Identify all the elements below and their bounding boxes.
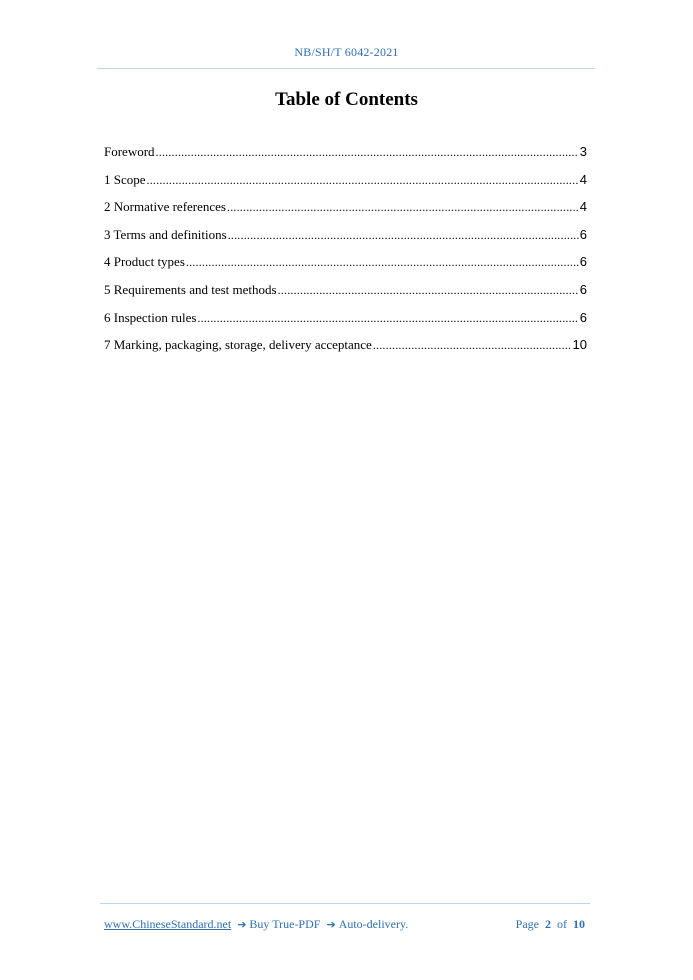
toc-leader-dots [278,280,579,300]
toc-entry-normative-references[interactable] [104,197,587,225]
toc-entry-page: 6 [579,226,587,242]
page-word: Page [515,917,539,931]
toc-entry-page: 4 [579,199,587,215]
header-divider [97,68,595,69]
toc-entry-label: 6 Inspection rules [104,309,197,325]
toc-entry-marking-packaging[interactable] [104,335,587,363]
document-code-header: NB/SH/T 6042-2021 [294,45,399,59]
toc-entry-page: 6 [579,281,587,297]
website-link[interactable]: www.ChineseStandard.net [104,917,232,931]
toc-entry-label: 5 Requirements and test methods [104,281,277,297]
toc-leader-dots [228,225,579,245]
toc-entry-label: Foreword [104,144,155,159]
toc-entry-label: 7 Marking, packaging, storage, delivery acceptance [104,337,372,353]
toc-entry-foreword[interactable] [104,142,587,170]
total-pages-number: 10 [573,917,585,931]
toc-entry-label: 1 Scope [104,171,146,187]
toc-entry-inspection-rules[interactable] [104,308,587,336]
toc-entry-label: 2 Normative references [104,199,226,215]
toc-entry-terms-and-definitions[interactable] [104,225,587,253]
toc-entry-requirements-and-test-methods[interactable] [104,280,587,308]
page-title: Table of Contents [275,89,418,110]
toc-entry-page: 6 [579,309,587,325]
footer-promo [104,917,408,932]
toc-leader-dots [156,142,579,162]
of-word: of [557,917,567,931]
page-footer [104,917,585,932]
toc-leader-dots [197,308,578,328]
toc-entry-product-types[interactable] [104,252,587,280]
table-of-contents [104,142,587,363]
toc-entry-page: 3 [579,144,587,159]
toc-leader-dots [186,252,579,272]
right-arrow-icon: ➔ [237,918,247,931]
toc-entry-page: 4 [579,171,587,187]
toc-entry-label: 4 Product types [104,254,185,270]
footer-divider [100,903,590,904]
toc-leader-dots [373,335,572,355]
current-page-number: 2 [545,917,551,931]
right-arrow-icon: ➔ [326,918,336,931]
page-number [516,917,585,932]
toc-leader-dots [227,197,579,217]
toc-entry-page: 10 [572,337,587,353]
buy-pdf-text: Buy True-PDF [249,917,321,931]
toc-leader-dots [147,170,579,190]
toc-entry-scope[interactable] [104,170,587,198]
auto-delivery-text: Auto-delivery. [338,917,409,931]
toc-entry-page: 6 [579,254,587,270]
toc-entry-label: 3 Terms and definitions [104,226,227,242]
